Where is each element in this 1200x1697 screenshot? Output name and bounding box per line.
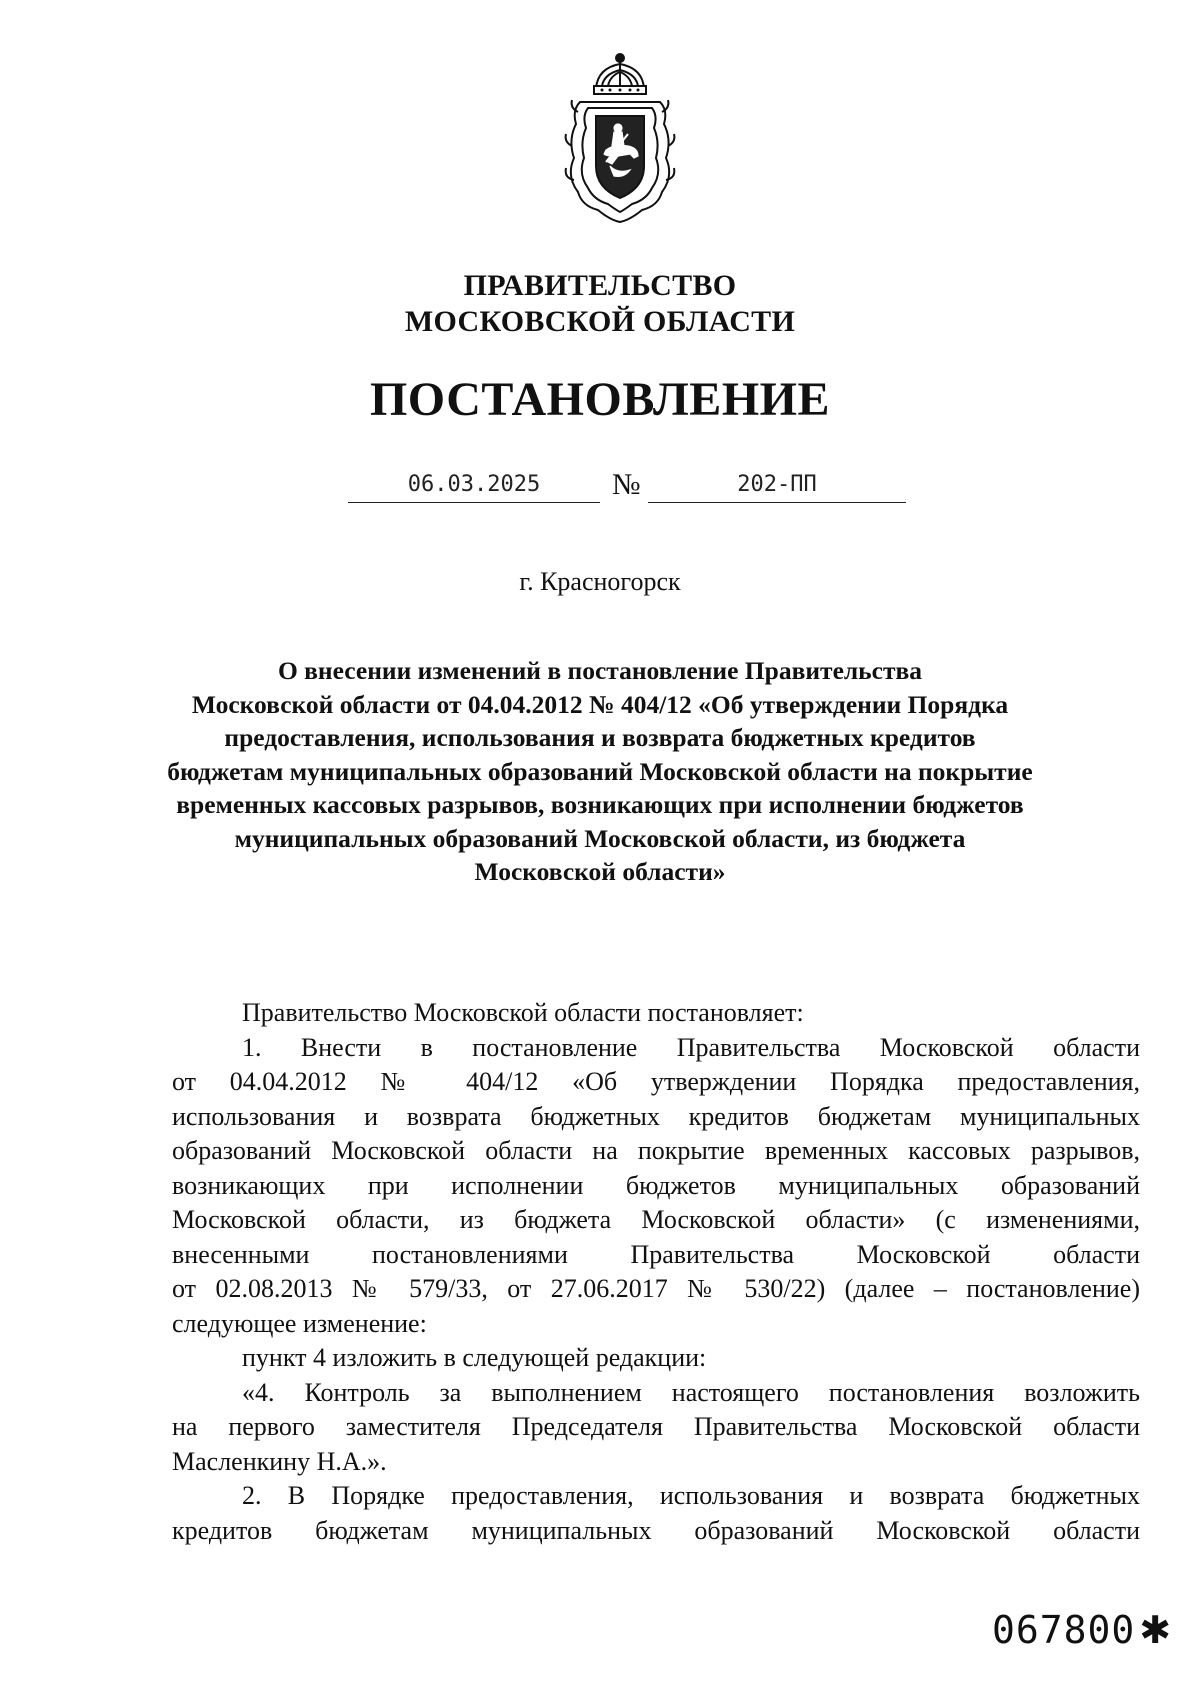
body-line: возникающих при исполнении бюджетов муниципальных образований (172, 1170, 1140, 1200)
body-line: следующее изменение: (172, 1308, 427, 1338)
subject-line: временных кассовых разрывов, возникающих при исполнении бюджетов (176, 790, 1024, 819)
document-number: 202-ПП (648, 472, 906, 503)
document-body (172, 996, 1140, 1548)
body-line: образований Московской области на покрытие временных кассовых разрывов, (172, 1136, 1140, 1165)
body-line: использования и возврата бюджетных кредитов бюджетам муниципальных (172, 1101, 1140, 1131)
body-line: Масленкину Н.А.». (172, 1446, 387, 1476)
body-line: «4. Контроль за выполнением настоящего постановления возложить (242, 1377, 1140, 1407)
subject-line: Московской области от 04.04.2012 № 404/12 «Об утверждении Порядка (191, 689, 1009, 719)
document-subject (150, 654, 1050, 889)
body-line: от 04.04.2012 № 404/12 «Об утверждении Порядка предоставления, (172, 1067, 1140, 1096)
document-type-title: ПОСТАНОВЛЕНИЕ (369, 373, 831, 426)
serial-number (992, 1608, 1172, 1652)
number-sign: № (612, 468, 641, 501)
serial-number-value: 067800 (992, 1608, 1136, 1652)
body-paragraph-1a (172, 1341, 1140, 1376)
subject-line: муниципальных образований Московской области, из бюджета (234, 823, 966, 853)
organization-line-2: МОСКОВСКОЙ ОБЛАСТИ (404, 305, 796, 338)
document-date: 06.03.2025 (348, 472, 600, 503)
body-paragraph-1 (172, 1031, 1140, 1342)
subject-line: О внесении изменений в постановление Правительства (277, 656, 923, 685)
body-line: Правительство Московской области постановляет: (242, 998, 804, 1027)
organization-name (0, 268, 1200, 340)
organization-line-1: ПРАВИТЕЛЬСТВО (463, 269, 737, 302)
subject-line: Московской области» (474, 857, 726, 886)
body-line: Московской области, из бюджета Московской области» (с изменениями, (172, 1205, 1140, 1234)
subject-line: предоставления, использования и возврата бюджетных кредитов (224, 723, 976, 752)
body-line: пункт 4 изложить в следующей редакции: (242, 1343, 707, 1372)
body-paragraph-2 (172, 1479, 1140, 1548)
body-line: кредитов бюджетам муниципальных образований Московской области (172, 1515, 1140, 1545)
asterisk-mark-icon: ✱ (1139, 1608, 1173, 1652)
body-line: 1. Внести в постановление Правительства Московской области (242, 1032, 1140, 1062)
body-line: 2. В Порядке предоставления, использования и возврата бюджетных (242, 1481, 1140, 1510)
body-line: внесенными постановлениями Правительства Московской области (172, 1239, 1140, 1269)
city-location: г. Красногорск (519, 567, 681, 596)
subject-line: бюджетам муниципальных образований Московской области на покрытие (167, 756, 1033, 786)
coat-of-arms-emblem-icon (558, 50, 682, 224)
body-paragraph-1b (172, 1376, 1140, 1480)
body-line: на первого заместителя Председателя Правительства Московской области (172, 1412, 1140, 1441)
body-line: от 02.08.2013 № 579/33, от 27.06.2017 № 530/22) (далее – постановление) (172, 1274, 1140, 1303)
body-intro-paragraph (172, 996, 1140, 1031)
